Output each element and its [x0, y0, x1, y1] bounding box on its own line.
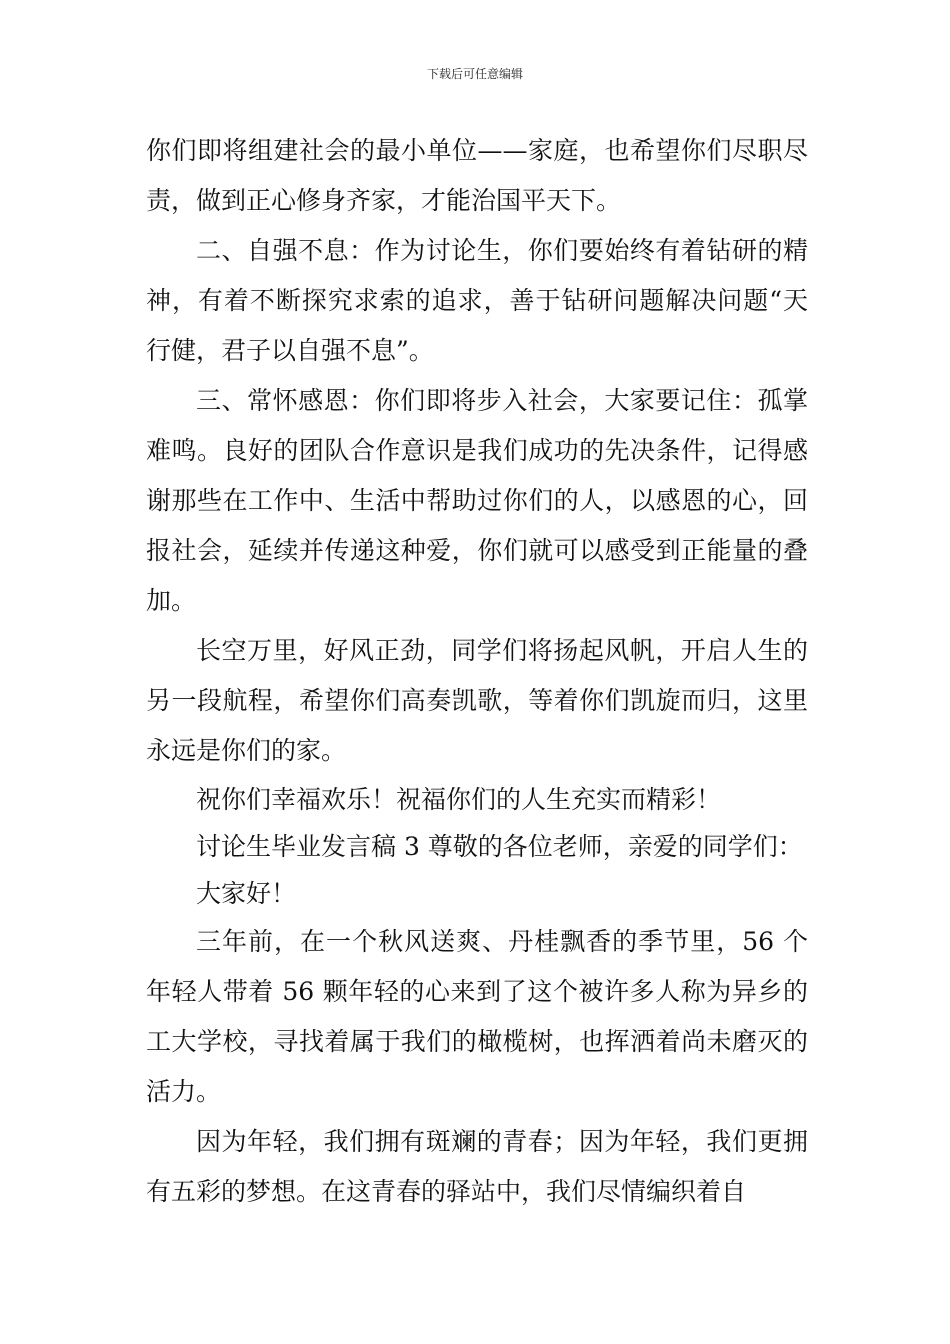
- paragraph: 因为年轻，我们拥有斑斓的青春；因为年轻，我们更拥有五彩的梦想。在这青春的驿站中，我们尽情编织着自: [146, 1127, 808, 1206]
- paragraph: 三年前，在一个秋风送爽、丹桂飘香的季节里，56 个年轻人带着 56 颗年轻的心来到了这个被许多人称为异乡的工大学校，寻找着属于我们的橄榄树，也挥洒着尚未磨灭的活力。: [146, 927, 808, 1106]
- paragraph: 祝你们幸福欢乐！祝福你们的人生充实而精彩！: [196, 785, 722, 814]
- paragraph: 长空万里，好风正劲，同学们将扬起风帆，开启人生的另一段航程，希望你们高奏凯歌，等着你们凯旋而归，这里永远是你们的家。: [146, 636, 808, 765]
- paragraph: 大家好！: [196, 879, 297, 908]
- paragraph: 三、常怀感恩：你们即将步入社会，大家要记住：孤掌难鸣。良好的团队合作意识是我们成功的先决条件，记得感谢那些在工作中、生活中帮助过你们的人，以感恩的心，回报社会，延续并传递这种爱，你们就可以感受到正能量的叠加。: [146, 386, 808, 615]
- page-header: 下载后可任意编辑: [426, 67, 523, 81]
- paragraph: 二、自强不息：作为讨论生，你们要始终有着钻研的精神，有着不断探究求索的追求，善于钻研问题解决问题“天行健，君子以自强不息”。: [146, 236, 808, 365]
- paragraph: 讨论生毕业发言稿 3 尊敬的各位老师，亲爱的同学们：: [196, 832, 803, 861]
- document-body: [146, 126, 808, 1217]
- paragraph: 你们即将组建社会的最小单位——家庭，也希望你们尽职尽责，做到正心修身齐家，才能治国平天下。: [146, 136, 808, 215]
